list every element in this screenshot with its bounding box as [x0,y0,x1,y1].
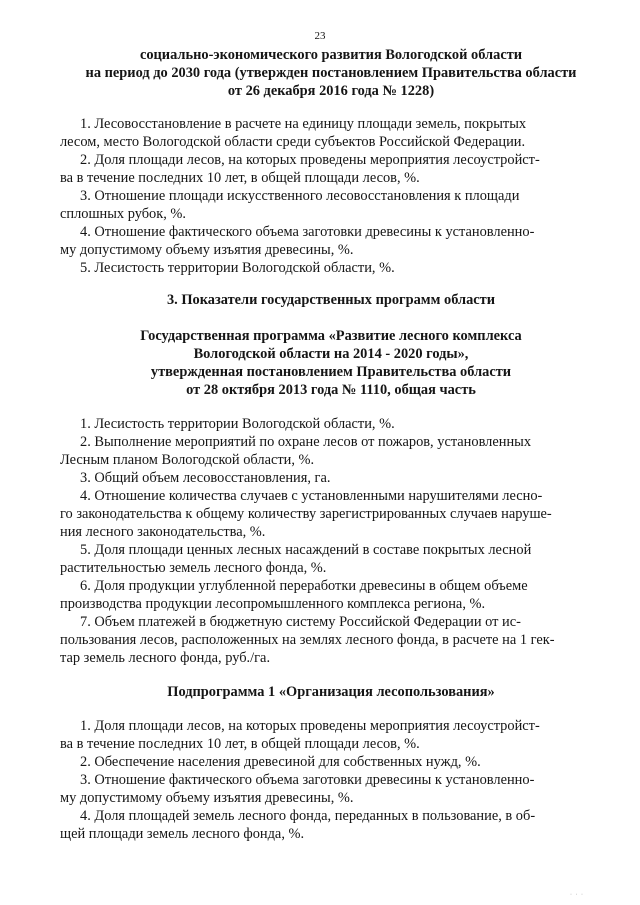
list-item-continuation: му допустимому объему изъятия древесины, %. [60,790,354,806]
list-item: 7. Объем платежей в бюджетную систему Российской Федерации от ис- [80,614,521,630]
program-heading-line-4: от 28 октября 2013 года № 1110, общая часть [186,382,476,398]
scan-artifact: · · · [570,892,584,898]
list-item: 4. Доля площадей земель лесного фонда, переданных в пользование, в об- [80,808,536,824]
strategy-heading-line-1: социально-экономического развития Вологодской области [139,47,523,63]
list-item-continuation: ва в течение последних 10 лет, в общей площади лесов, %. [60,736,420,752]
list-item: 3. Отношение фактического объема заготовки древесины к установленно- [80,772,535,788]
list-item: 5. Доля площади ценных лесных насаждений в составе покрытых лесной [80,542,532,558]
program-heading-line-3: утвержденная постановлением Правительства области [150,364,512,380]
list-item-continuation: растительностью земель лесного фонда, %. [60,560,327,576]
program-heading-line-1: Государственная программа «Развитие лесного комплекса [140,328,522,344]
list-item-continuation: пользования лесов, расположенных на землях лесного фонда, в расчете на 1 гек- [60,632,555,648]
list-item-continuation: ва в течение последних 10 лет, в общей площади лесов, %. [60,170,420,186]
list-item: 5. Лесистость территории Вологодской области, %. [80,260,395,276]
page-number: 23 [314,30,326,42]
list-item-continuation: Лесным планом Вологодской области, %. [60,452,315,468]
program-heading-line-2: Вологодской области на 2014 - 2020 годы», [193,346,469,362]
list-item: 3. Отношение площади искусственного лесовосстановления к площади [80,188,520,204]
list-item-continuation: щей площади земель лесного фонда, %. [60,826,305,842]
subprogram-heading: Подпрограмма 1 «Организация лесопользования» [167,684,495,700]
list-item: 1. Лесистость территории Вологодской области, %. [80,416,395,432]
list-item: 4. Отношение количества случаев с установленными нарушителями лесно- [80,488,543,504]
list-item-continuation: го законодательства к общему количеству зарегистрированных случаев наруше- [60,506,552,522]
list-item: 6. Доля продукции углубленной переработки древесины в общем объеме [80,578,528,594]
list-item: 3. Общий объем лесовосстановления, га. [80,470,331,486]
list-item: 2. Выполнение мероприятий по охране лесов от пожаров, установленных [80,434,532,450]
strategy-heading-line-2: на период до 2030 года (утвержден постановлением Правительства области [85,65,577,81]
list-item: 1. Лесовосстановление в расчете на единицу площади земель, покрытых [80,116,527,132]
strategy-heading-line-3: от 26 декабря 2016 года № 1228) [227,83,435,99]
list-item-continuation: ния лесного законодательства, %. [60,524,266,540]
list-item-continuation: производства продукции лесопромышленного комплекса региона, %. [60,596,486,612]
section-heading: 3. Показатели государственных программ области [166,292,496,308]
list-item: 4. Отношение фактического объема заготовки древесины к установленно- [80,224,535,240]
list-item-continuation: лесом, место Вологодской области среди субъектов Российской Федерации. [60,134,526,150]
list-item-continuation: сплошных рубок, %. [60,206,187,222]
list-item: 2. Доля площади лесов, на которых проведены мероприятия лесоустройст- [80,152,540,168]
list-item: 2. Обеспечение населения древесиной для собственных нужд, %. [80,754,481,770]
list-item-continuation: му допустимому объему изъятия древесины, %. [60,242,354,258]
list-item: 1. Доля площади лесов, на которых проведены мероприятия лесоустройст- [80,718,540,734]
list-item-continuation: тар земель лесного фонда, руб./га. [60,650,271,666]
